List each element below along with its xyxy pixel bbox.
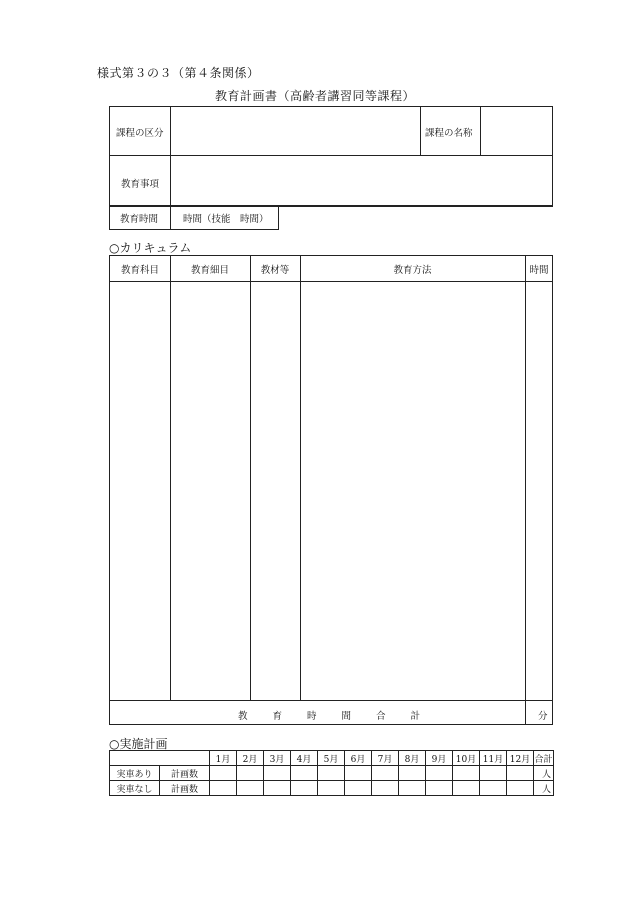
month-cell[interactable] bbox=[318, 766, 345, 781]
education-hours-label: 教育時間 bbox=[120, 214, 159, 225]
row-category: 実車あり bbox=[110, 766, 160, 781]
month-header: 2月 bbox=[237, 751, 264, 766]
plan-row-with-vehicle bbox=[110, 766, 554, 781]
course-type-label: 課程の区分 bbox=[116, 128, 164, 139]
month-header: 11月 bbox=[480, 751, 507, 766]
course-name-field[interactable] bbox=[485, 125, 549, 139]
total-hours-unit: 分 bbox=[538, 711, 548, 722]
month-cell[interactable] bbox=[264, 766, 291, 781]
month-cell[interactable] bbox=[237, 766, 264, 781]
month-header: 9月 bbox=[426, 751, 453, 766]
month-cell[interactable] bbox=[507, 781, 534, 796]
month-cell[interactable] bbox=[210, 766, 237, 781]
column-header-method: 教育方法 bbox=[393, 265, 432, 276]
month-cell[interactable] bbox=[237, 781, 264, 796]
month-cell[interactable] bbox=[264, 781, 291, 796]
month-header: 3月 bbox=[264, 751, 291, 766]
total-header: 合計 bbox=[534, 751, 554, 766]
month-cell[interactable] bbox=[507, 766, 534, 781]
course-name-label: 課程の名称 bbox=[425, 128, 473, 139]
plan-table bbox=[109, 750, 554, 796]
month-header: 7月 bbox=[372, 751, 399, 766]
month-header: 12月 bbox=[507, 751, 534, 766]
month-cell[interactable] bbox=[210, 781, 237, 796]
month-cell[interactable] bbox=[345, 766, 372, 781]
month-header: 6月 bbox=[345, 751, 372, 766]
month-cell[interactable] bbox=[480, 766, 507, 781]
month-cell[interactable] bbox=[399, 781, 426, 796]
month-cell[interactable] bbox=[426, 766, 453, 781]
month-cell[interactable] bbox=[372, 766, 399, 781]
education-hours-box bbox=[109, 206, 279, 230]
month-cell[interactable] bbox=[345, 781, 372, 796]
plan-header-blank bbox=[110, 751, 210, 766]
education-hours-value[interactable]: 時間（技能 時間） bbox=[183, 214, 269, 225]
row-type: 計画数 bbox=[160, 766, 210, 781]
course-type-field[interactable] bbox=[176, 125, 416, 139]
course-info-box bbox=[109, 106, 553, 207]
month-header: 10月 bbox=[453, 751, 480, 766]
month-cell[interactable] bbox=[291, 781, 318, 796]
plan-heading: ○実施計画 bbox=[109, 737, 168, 751]
curriculum-heading: ○カリキュラム bbox=[109, 241, 192, 255]
curriculum-table bbox=[109, 255, 553, 725]
row-total-unit: 人 bbox=[534, 766, 554, 781]
plan-header-row bbox=[110, 751, 554, 766]
education-items-field[interactable] bbox=[176, 176, 546, 190]
month-cell[interactable] bbox=[291, 766, 318, 781]
total-hours-label: 教育時間合計 bbox=[238, 711, 446, 722]
column-header-materials: 教材等 bbox=[260, 265, 290, 276]
month-header: 1月 bbox=[210, 751, 237, 766]
plan-row-without-vehicle bbox=[110, 781, 554, 796]
month-cell[interactable] bbox=[372, 781, 399, 796]
month-cell[interactable] bbox=[453, 781, 480, 796]
row-total-unit: 人 bbox=[534, 781, 554, 796]
month-cell[interactable] bbox=[318, 781, 345, 796]
document-title: 教育計画書（高齢者講習同等課程） bbox=[214, 89, 415, 103]
form-number: 様式第３の３（第４条関係） bbox=[97, 66, 260, 80]
column-header-subject: 教育科目 bbox=[120, 265, 159, 276]
row-type: 計画数 bbox=[160, 781, 210, 796]
education-items-label: 教育事項 bbox=[121, 179, 160, 190]
row-category: 実車なし bbox=[110, 781, 160, 796]
column-header-detail: 教育細目 bbox=[190, 265, 229, 276]
month-header: 4月 bbox=[291, 751, 318, 766]
column-header-hours: 時間 bbox=[529, 265, 549, 276]
month-cell[interactable] bbox=[480, 781, 507, 796]
month-header: 5月 bbox=[318, 751, 345, 766]
month-cell[interactable] bbox=[453, 766, 480, 781]
month-cell[interactable] bbox=[426, 781, 453, 796]
month-cell[interactable] bbox=[399, 766, 426, 781]
month-header: 8月 bbox=[399, 751, 426, 766]
